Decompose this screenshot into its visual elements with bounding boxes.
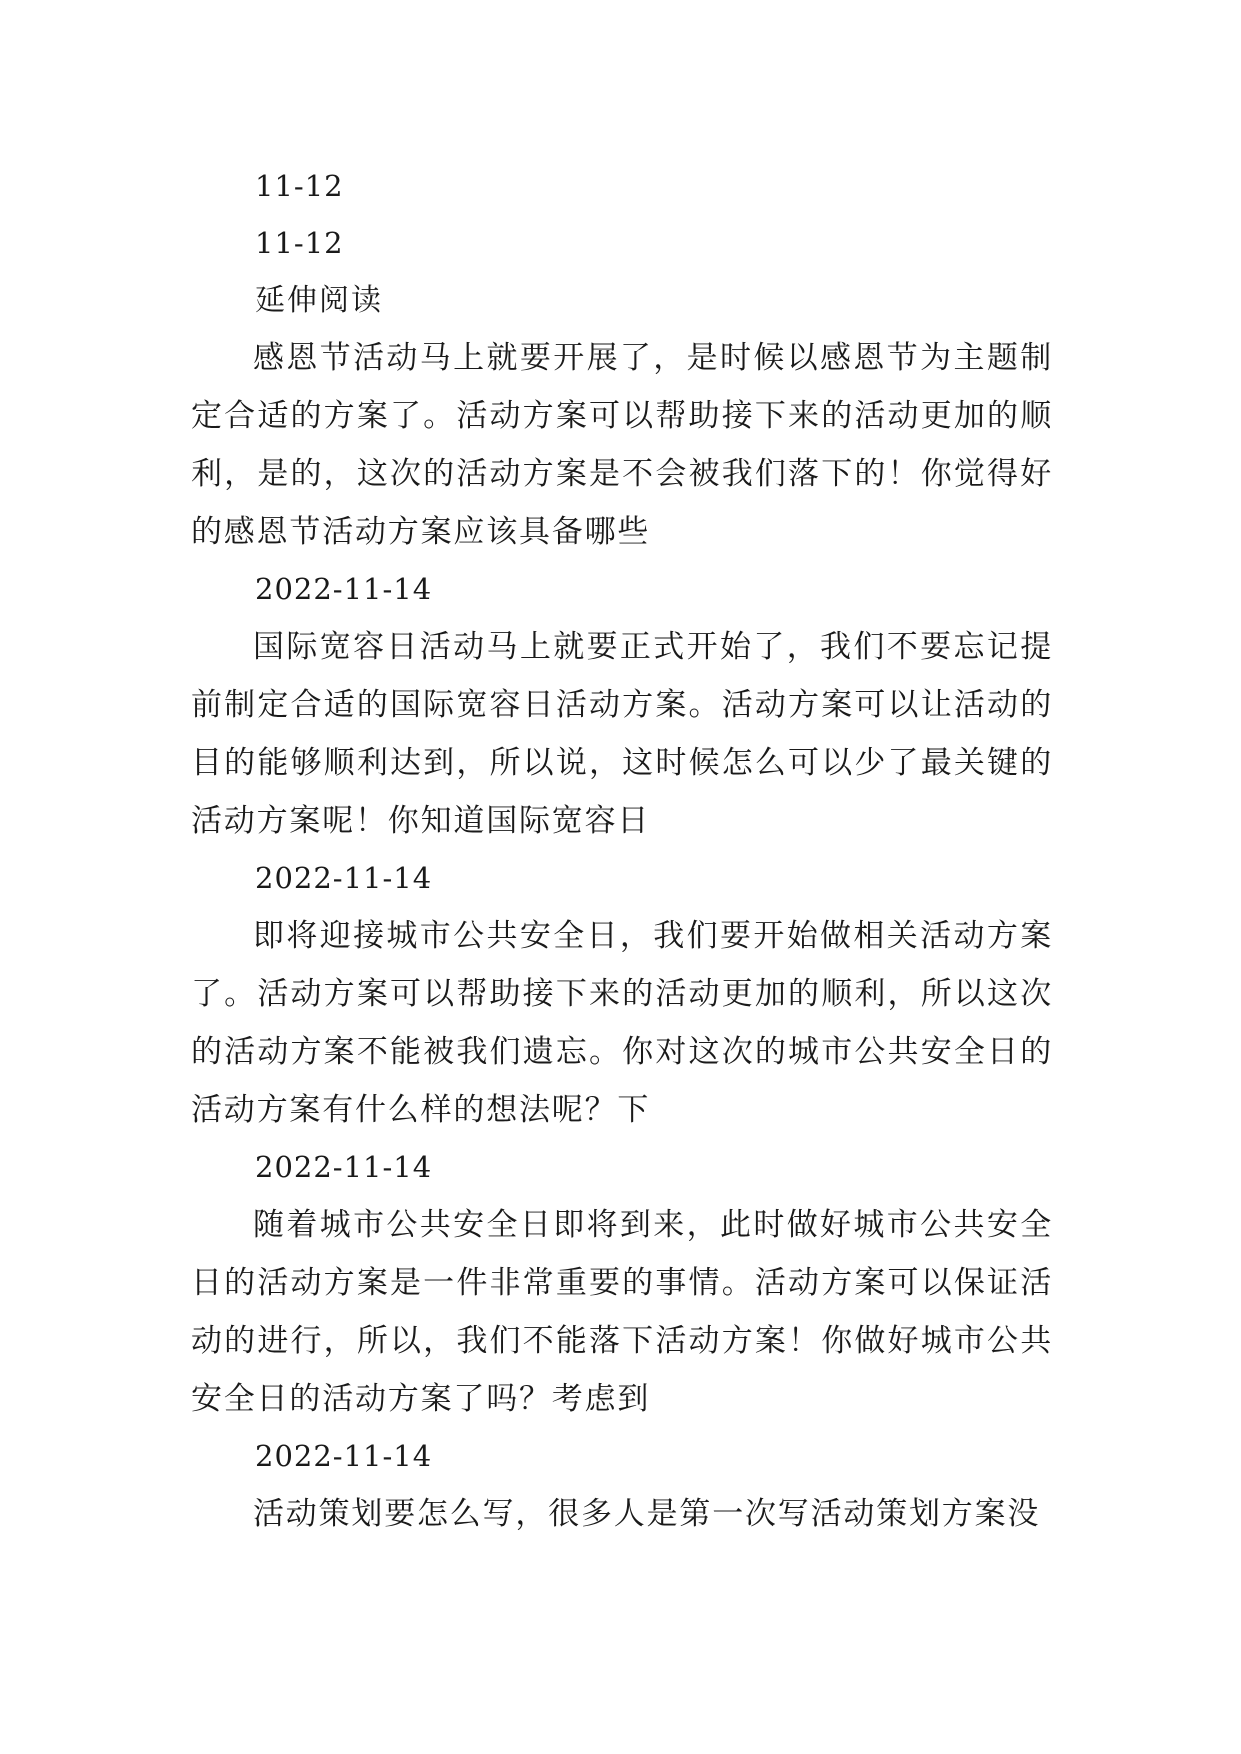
- article-summary[interactable]: 随着城市公共安全日即将到来，此时做好城市公共安全日的活动方案是一件非常重要的事情。活动方案可以保证活动的进行，所以，我们不能落下活动方案！你做好城市公共安全日的活动方案了吗？考虑到: [191, 1207, 1053, 1417]
- extended-reading-label: 延伸阅读: [255, 283, 383, 318]
- article-entry[interactable]: [191, 1485, 1053, 1543]
- article-summary[interactable]: 即将迎接城市公共安全日，我们要开始做相关活动方案了。活动方案可以帮助接下来的活动更加的顺利，所以这次的活动方案不能被我们遗忘。你对这次的城市公共安全日的活动方案有什么样的想法呢？下: [191, 918, 1053, 1128]
- article-summary[interactable]: 活动策划要怎么写，很多人是第一次写活动策划方案没: [253, 1496, 1041, 1532]
- article-date: 2022-11-14: [255, 1439, 433, 1473]
- date-line: 11-12: [255, 226, 344, 260]
- article-summary[interactable]: 国际宽容日活动马上就要正式开始了，我们不要忘记提前制定合适的国际宽容日活动方案。活动方案可以让活动的目的能够顺利达到，所以说，这时候怎么可以少了最关键的活动方案呢！你知道国际宽容日: [191, 629, 1053, 839]
- article-entry[interactable]: [191, 1196, 1053, 1485]
- article-entry[interactable]: [191, 329, 1053, 618]
- date-line: 11-12: [255, 169, 344, 203]
- article-date: 2022-11-14: [255, 861, 433, 895]
- document-page: [191, 158, 1053, 1543]
- article-entry[interactable]: [191, 618, 1053, 907]
- article-entry[interactable]: [191, 907, 1053, 1196]
- article-summary[interactable]: 感恩节活动马上就要开展了，是时候以感恩节为主题制定合适的方案了。活动方案可以帮助接下来的活动更加的顺利，是的，这次的活动方案是不会被我们落下的！你觉得好的感恩节活动方案应该具备哪些: [191, 340, 1053, 550]
- article-date: 2022-11-14: [255, 572, 433, 606]
- article-date: 2022-11-14: [255, 1150, 433, 1184]
